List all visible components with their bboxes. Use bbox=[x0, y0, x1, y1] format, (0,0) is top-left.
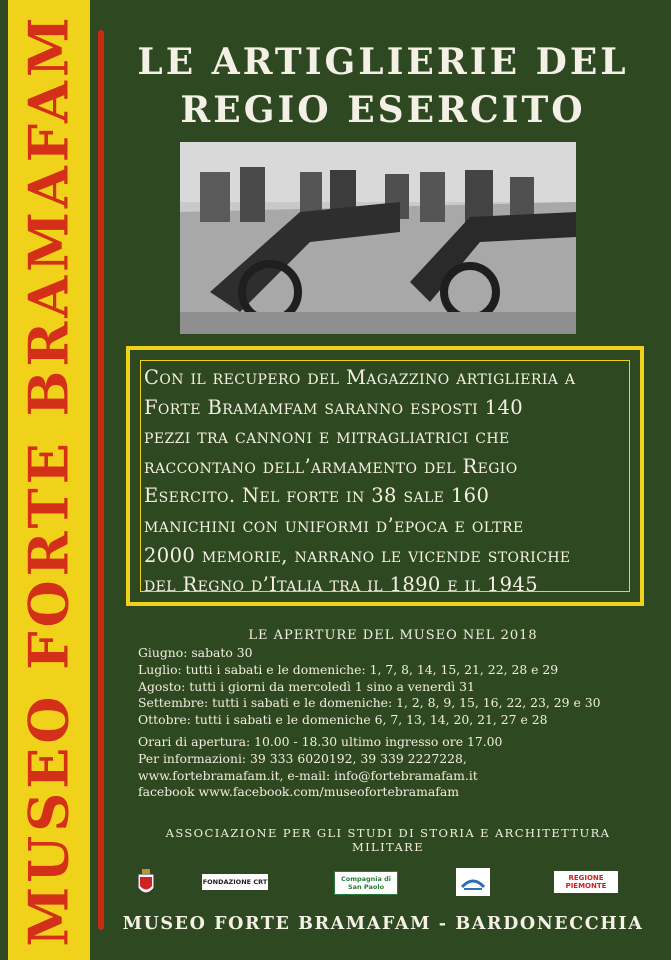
opening-hours: Orari di apertura: 10.00 - 18.30 ultimo ingresso ore 17.00 bbox=[138, 733, 503, 749]
historical-artillery-photo-icon bbox=[180, 142, 576, 334]
side-banner bbox=[8, 0, 90, 960]
poster-title bbox=[118, 38, 648, 134]
description-line: 2000 memorie, narrano le vicende storiche bbox=[144, 543, 571, 567]
contact-facebook: facebook www.facebook.com/museofortebramafam bbox=[138, 784, 459, 800]
artillery-photo bbox=[180, 142, 576, 334]
regione-piemonte-logo bbox=[554, 871, 618, 893]
title-line-1: LE ARTIGLIERIE DEL bbox=[137, 41, 629, 83]
sponsor-logos bbox=[130, 868, 630, 908]
contact-web-email: www.fortebramafam.it, e-mail: info@fortebramafam.it bbox=[138, 767, 478, 783]
partner-logo-icon bbox=[456, 868, 490, 896]
opening-line: Agosto: tutti i giorni da mercoledì 1 sino a venerdì 31 bbox=[138, 678, 475, 694]
title-line-2: REGIO ESERCITO bbox=[180, 89, 586, 131]
compagnia-san-paolo-label: Compagnia di San Paolo bbox=[340, 875, 392, 891]
description-line: Forte Bramamfam saranno esposti 140 bbox=[144, 395, 524, 419]
description-line: raccontano dell’armamento del Regio bbox=[144, 454, 518, 478]
side-red-line bbox=[98, 30, 104, 930]
opening-line: Settembre: tutti i sabati e le domeniche: 1, 2, 8, 9, 15, 16, 22, 23, 29 e 30 bbox=[138, 695, 601, 711]
opening-line: Ottobre: tutti i sabati e le domeniche 6, 7, 13, 14, 20, 21, 27 e 28 bbox=[138, 712, 548, 728]
association-name: ASSOCIAZIONE PER GLI STUDI DI STORIA E ARCHITETTURA MILITARE bbox=[165, 826, 611, 854]
fondazione-crt-label: FONDAZIONE CRT bbox=[202, 878, 268, 886]
opening-line: Giugno: sabato 30 bbox=[138, 645, 253, 660]
info-block bbox=[138, 734, 648, 801]
opening-line: Luglio: tutti i sabati e le domeniche: 1, 7, 8, 14, 15, 21, 22, 28 e 29 bbox=[138, 661, 559, 677]
fondazione-crt-logo bbox=[202, 874, 268, 890]
description-line: Con il recupero del Magazzino artiglieria a bbox=[144, 366, 576, 389]
description-line: del Regno d’Italia tra il 1890 e il 1945 bbox=[144, 573, 539, 597]
footer-title: MUSEO FORTE BRAMAFAM - BARDONECCHIA bbox=[122, 914, 644, 934]
openings-section bbox=[138, 628, 648, 801]
side-banner-text: MUSEO FORTE BRAMAFAM bbox=[17, 13, 81, 947]
openings-title: LE APERTURE DEL MUSEO NEL 2018 bbox=[248, 628, 538, 643]
description-text bbox=[144, 363, 630, 600]
contact-phones: Per informazioni: 39 333 6020192, 39 339 2227228, bbox=[138, 750, 467, 766]
compagnia-san-paolo-logo bbox=[334, 871, 398, 895]
description-line: manichini con uniformi d’epoca e oltre bbox=[144, 513, 524, 537]
coat-of-arms-icon bbox=[136, 868, 156, 898]
description-line: Esercito. Nel forte in 38 sale 160 bbox=[144, 484, 490, 508]
description-line: pezzi tra cannoni e mitragliatrici che bbox=[144, 425, 510, 449]
regione-piemonte-label: REGIONE PIEMONTE bbox=[565, 874, 607, 890]
